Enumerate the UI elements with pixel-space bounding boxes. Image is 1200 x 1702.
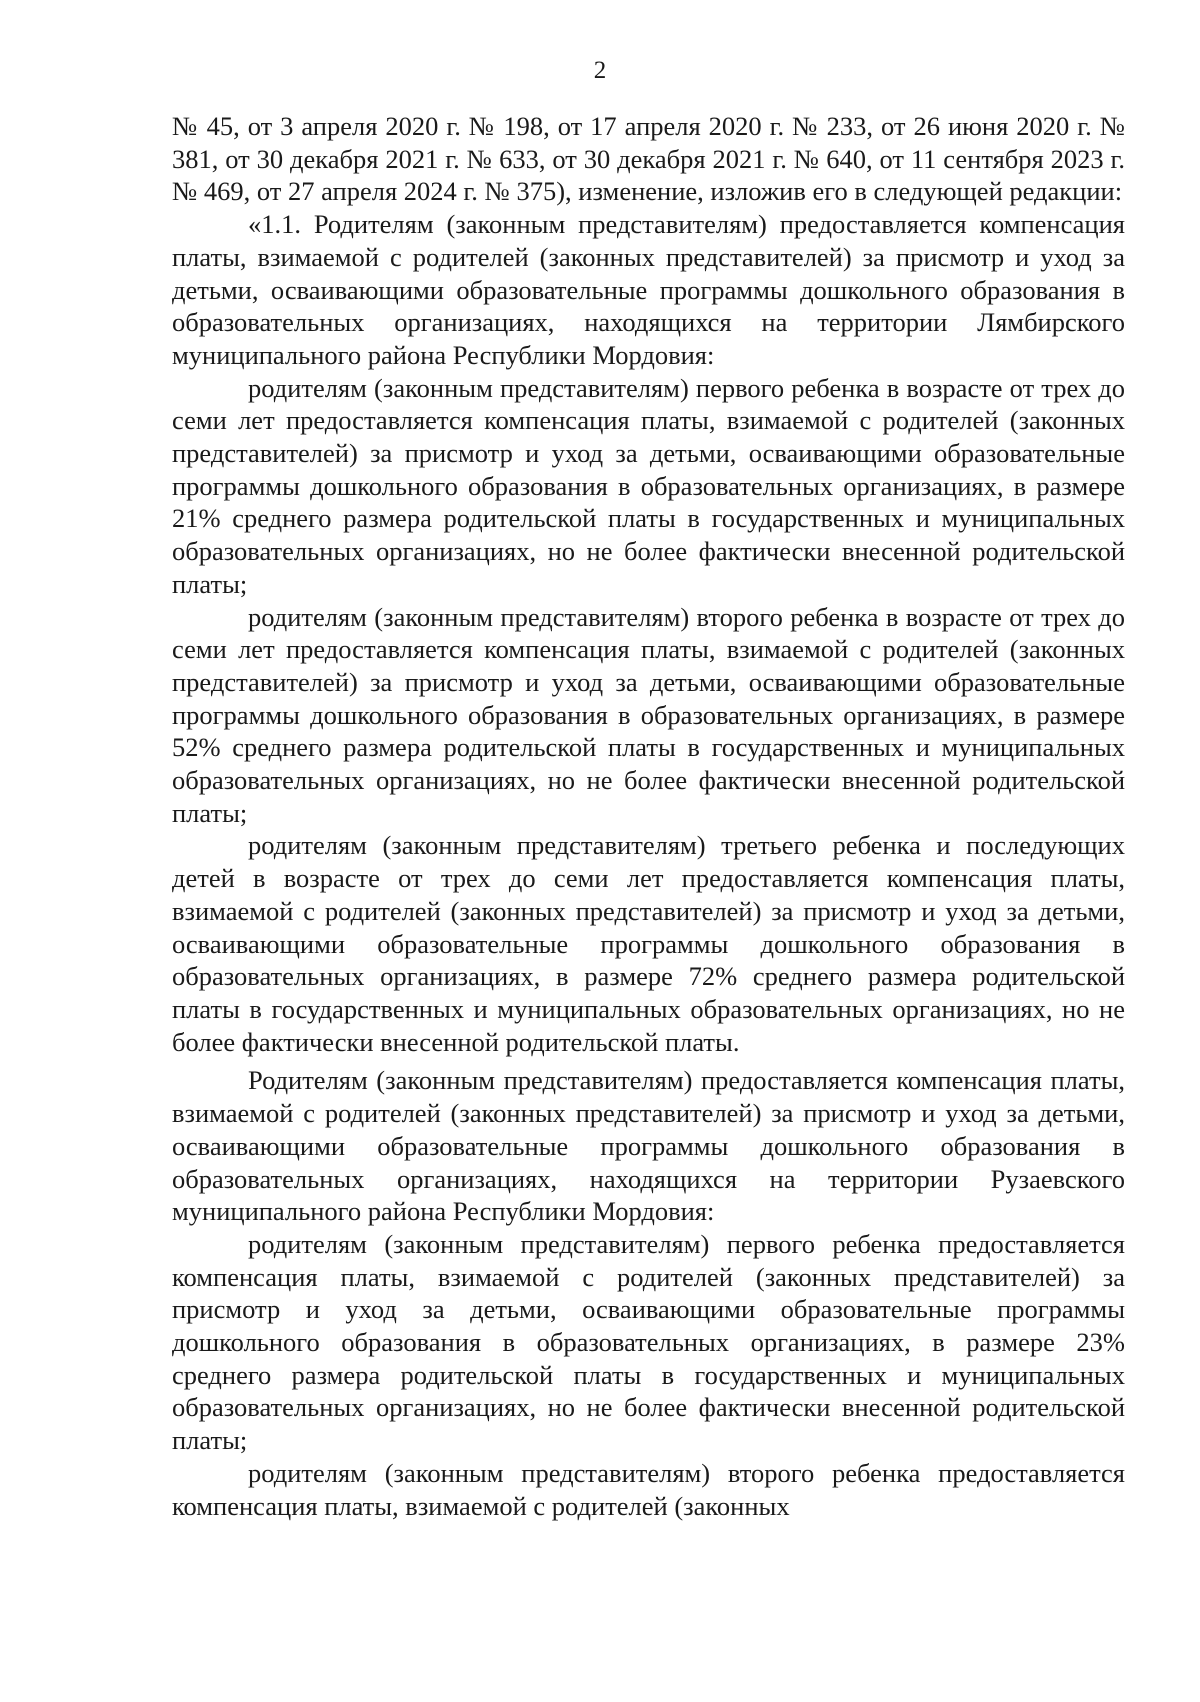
paragraph-continuation: № 45, от 3 апреля 2020 г. № 198, от 17 апреля 2020 г. № 233, от 26 июня 2020 г. № 381, от 30 декабря 2021 г. № 633, от 30 декабря 2021 г. № 640, от 11 сентября 2023 г. № 469, от 27 апреля 2024 г. № 375), изменение, изложив его в следующей редакции: [172, 111, 1125, 207]
paragraph-clause-1-1: «1.1. Родителям (законным представителям) предоставляется компенсация платы, взимаемой с родителей (законных представителей) за присмотр и уход за детьми, осваивающими образовательные программы дошкольного образования в образовательных организациях, находящихся на территории Лямбирского муниципального района Республики Мордовия: [172, 209, 1125, 370]
paragraph-ruzaevka-intro: Родителям (законным представителям) предоставляется компенсация платы, взимаемой с родителей (законных представителей) за присмотр и уход за детьми, осваивающими образовательные программы дошкольного образования в образовательных организациях, находящихся на территории Рузаевского муниципального района Республики Мордовия: [172, 1065, 1125, 1227]
page-number: 2 [593, 57, 607, 84]
paragraph-ruzaevka-first-child: родителям (законным представителям) первого ребенка предоставляется компенсация платы, взимаемой с родителей (законных представителей) за присмотр и уход за детьми, осваивающими образовательные программы дошкольного образования в образовательных организациях, в размере 23% среднего размера родительской платы в государственных и муниципальных образовательных организациях, но не более фактически внесенной родительской платы; [172, 1228, 1125, 1456]
paragraph-lyambir-third-child: родителям (законным представителям) третьего ребенка и последующих детей в возрасте от трех до семи лет предоставляется компенсация платы, взимаемой с родителей (законных представителей) за присмотр и уход за детьми, осваивающими образовательные программы дошкольного образования в образовательных организациях, в размере 72% среднего размера родительской платы в государственных и муниципальных образовательных организациях, но не более фактически внесенной родительской платы. [172, 830, 1125, 1057]
paragraph-lyambir-first-child: родителям (законным представителям) первого ребенка в возрасте от трех до семи лет предоставляется компенсация платы, взимаемой с родителей (законных представителей) за присмотр и уход за детьми, осваивающими образовательные программы дошкольного образования в образовательных организациях, в размере 21% среднего размера родительской платы в государственных и муниципальных образовательных организациях, но не более фактически внесенной родительской платы; [172, 372, 1125, 599]
paragraph-ruzaevka-second-child: родителям (законным представителям) второго ребенка предоставляется компенсация платы, взимаемой с родителей (законных [172, 1457, 1125, 1521]
document-body [172, 110, 1125, 1522]
paragraph-lyambir-second-child: родителям (законным представителям) второго ребенка в возрасте от трех до семи лет предоставляется компенсация платы, взимаемой с родителей (законных представителей) за присмотр и уход за детьми, осваивающими образовательные программы дошкольного образования в образовательных организациях, в размере 52% среднего размера родительской платы в государственных и муниципальных образовательных организациях, но не более фактически внесенной родительской платы; [172, 601, 1125, 828]
